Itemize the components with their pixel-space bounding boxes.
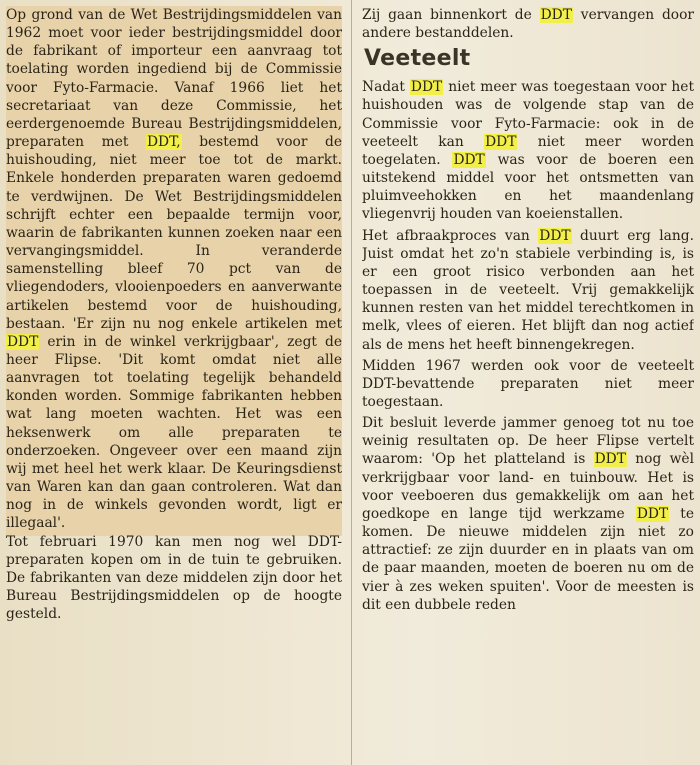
ddt-highlight: DDT xyxy=(539,227,571,244)
ddt-highlight: DDT xyxy=(594,451,626,468)
left-column xyxy=(6,6,342,761)
left-paragraph-2: Tot februari 1970 kan men nog wel DDT-preparaten kopen om in de tuin te gebruiken. De fabrikanten van deze middelen zijn door het Bureau Bestrijdingsmiddelen op de hoogte gesteld. xyxy=(6,533,342,623)
column-rule xyxy=(351,0,352,765)
right-paragraph-1: Nadat DDT niet meer was toegestaan voor het huishouden was de volgende stap van de Commissie voor Fyto-Farmacie: ook in de veeteelt kan DDT niet meer worden toegelaten. DDT was voor de boeren een uitstekend middel voor het ontsmetten van pluimveehokken en het maandenlang vliegenvrij houden van koeienstallen. xyxy=(362,79,694,223)
left-paragraph-1: Op grond van de Wet Bestrijdingsmiddelen van 1962 moet voor ieder bestrijdingsmiddel door de fabrikant of importeur een aanvraag tot toelating worden ingediend bij de Commissie voor Fyto-Farmacie. Vanaf 1966 liet het secretariaat van deze Commissie, het eerdergenoemde Bureau Bestrijdingsmiddelen, preparaten met DDT, bestemd voor de huishouding, niet meer toe tot de markt. Enkele honderden preparaten waren gedoemd te verdwijnen. De Wet Bestrijdingsmiddelen schrijft echter een bepaalde termijn voor, waarin de fabrikanten kunnen zoeken naar een vervangingsmiddel. In veranderde samenstelling bleef 70 pct van de vliegendoders, vlooienpoeders en aanverwante artikelen bestemd voor de huishouding, bestaan. 'Er zijn nu nog enkele artikelen met DDT erin in de winkel verkrijgbaar', zegt de heer Flipse. 'Dit komt omdat niet alle aanvragen tot toelating tegelijk behandeld konden worden. Sommige fabrikanten hebben wat lang moeten wachten. Het was een heksenwerk om alle preparaten te onderzoeken. Ongeveer over een maand zijn wij met heel het werk klaar. De Keuringsdienst van Waren kan dan gaan controleren. Wat dan nog in de winkels gevonden wordt, ligt er illegaal'. xyxy=(6,7,342,532)
ddt-highlight: DDT xyxy=(636,505,669,522)
section-heading: Veeteelt xyxy=(364,46,471,72)
right-paragraph-4: Dit besluit leverde jammer genoeg tot nu toe weinig resultaten op. De heer Flipse vertelt waarom: 'Op het platteland is DDT nog wèl verkrijgbaar voor land- en tuinbouw. Het is voor veeboeren dus gemakkelijk om aan het goedkope en lange tijd werkzame DDT te komen. De nieuwe middelen zijn niet zo attractief: ze zijn duurder en in plaats van om de paar maanden, moeten de boeren nu om de vier à zes weken spuiten'. Voor de meesten is dit een dubbele reden xyxy=(362,415,694,613)
ddt-highlight: DDT, xyxy=(146,134,181,151)
ddt-highlight: DDT xyxy=(7,333,39,350)
right-intro: Zij gaan binnenkort de DDT vervangen door andere bestanddelen. xyxy=(362,7,694,42)
right-column xyxy=(362,6,694,761)
ddt-highlight: DDT xyxy=(410,79,443,96)
right-paragraph-3: Midden 1967 werden ook voor de veeteelt DDT-bevattende preparaten niet meer toegestaan. xyxy=(362,357,694,410)
ddt-highlight: DDT xyxy=(453,151,485,168)
ddt-highlight: DDT xyxy=(540,7,572,23)
right-paragraph-2: Het afbraakproces van DDT duurt erg lang. Juist omdat het zo'n stabiele verbinding is, is er een groot risico verbonden aan het toepassen in de veeteelt. Vrij gemakkelijk kunnen resten van het middel terechtkomen in melk, vlees of eieren. Het blijft dan nog actief als de mens het heeft binnengekregen. xyxy=(362,227,694,353)
ddt-highlight: DDT xyxy=(485,133,517,150)
